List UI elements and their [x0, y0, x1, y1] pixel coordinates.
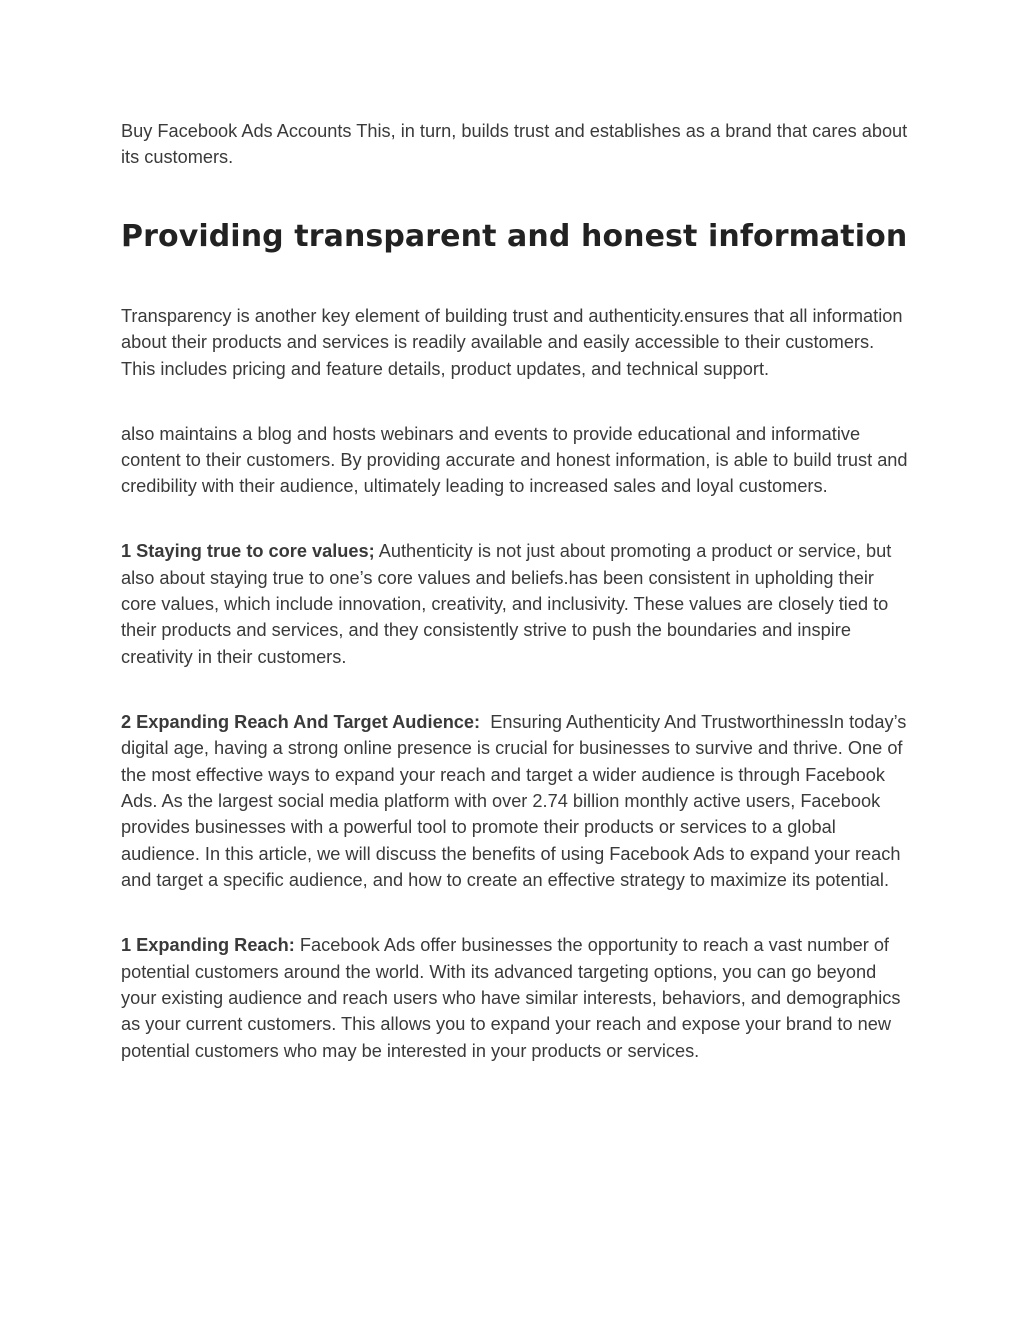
- expanding-reach-label: 1 Expanding Reach:: [121, 935, 295, 956]
- expanding-audience-paragraph: [121, 709, 911, 894]
- expanding-reach-paragraph: [121, 932, 911, 1064]
- core-values-label: 1 Staying true to core values;: [121, 541, 375, 562]
- section-heading: Providing transparent and honest information: [121, 218, 908, 254]
- blog-paragraph: also maintains a blog and hosts webinars and events to provide educational and informative content to their customers. By providing accurate and honest information, is able to build trust and credibility with their audience, ultimately leading to increased sales and loyal customers.: [121, 423, 908, 497]
- intro-paragraph: Buy Facebook Ads Accounts This, in turn, builds trust and establishes as a brand that cares about its customers.: [121, 121, 908, 168]
- expanding-audience-label: 2 Expanding Reach And Target Audience:: [121, 711, 481, 732]
- core-values-body: Authenticity is not just about promoting a product or service, but also about staying true to one’s core values and beliefs.has been consistent in upholding their core values, which include innovation, creativity, and inclusivity. These values are closely tied to their products and services, and they consistently strive to push the boundaries and inspire creativity in their customers.: [121, 541, 892, 667]
- transparency-paragraph: Transparency is another key element of building trust and authenticity.ensures that all information about their products and services is readily available and easily accessible to their customers. This includes pricing and feature details, product updates, and technical support.: [121, 305, 903, 379]
- expanding-audience-body: Ensuring Authenticity And TrustworthinessIn today’s digital age, having a strong online presence is crucial for businesses to survive and thrive. One of the most effective ways to expand your reach and target a wider audience is through Facebook Ads. As the largest social media platform with over 2.74 billion monthly active users, Facebook provides businesses with a powerful tool to promote their products or services to a global audience. In this article, we will discuss the benefits of using Facebook Ads to expand your reach and target a specific audience, and how to create an effective strategy to maximize its potential.: [121, 711, 912, 891]
- core-values-paragraph: [121, 538, 911, 670]
- document-page: [121, 118, 911, 1064]
- expanding-reach-body: Facebook Ads offer businesses the opportunity to reach a vast number of potential customers around the world. With its advanced targeting options, you can go beyond your existing audience and reach users who have similar interests, behaviors, and demographics as your current customers. This allows you to expand your reach and expose your brand to new potential customers who may be interested in your products or services.: [121, 935, 901, 1061]
